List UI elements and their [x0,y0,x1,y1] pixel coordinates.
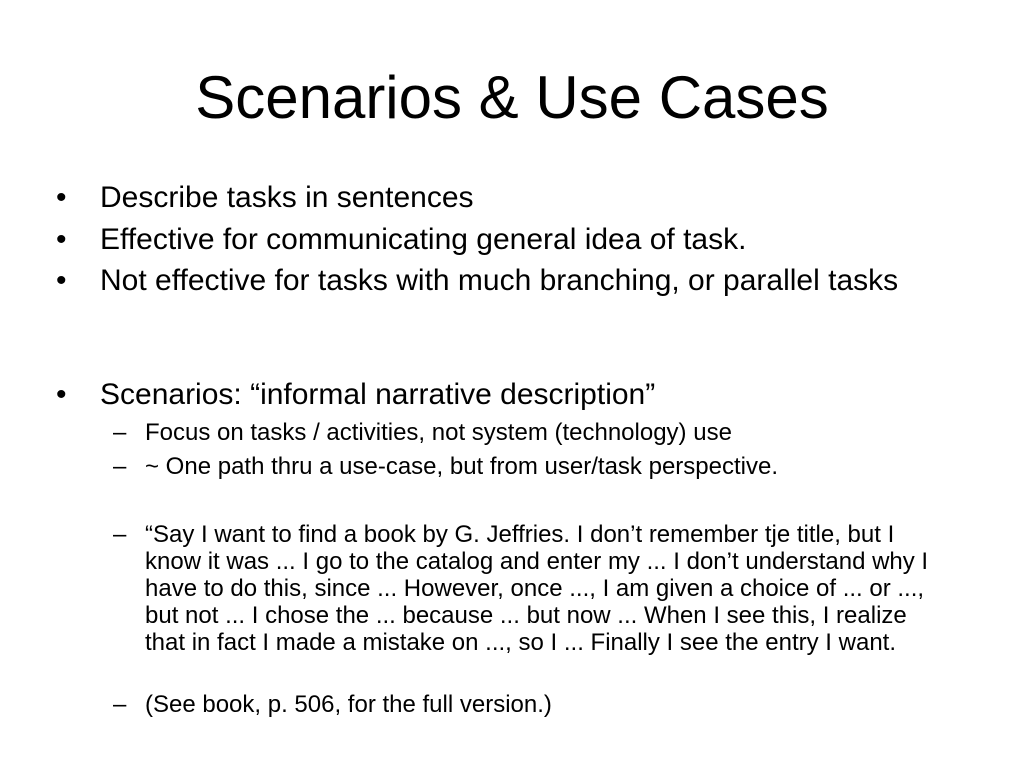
bullet-item [56,181,960,215]
sub-bullet-marker: – [113,453,127,480]
bullet-marker: • [56,223,67,256]
bullet-text: Scenarios: “informal narrative description” [100,378,656,411]
bullet-text: Not effective for tasks with much branching, or parallel tasks [100,264,899,297]
bullet-text: Describe tasks in sentences [100,181,474,214]
bullet-item [56,223,960,257]
bullet-text: Effective for communicating general idea of task. [100,223,747,256]
sub-bullet-text: “Say I want to find a book by G. Jeffries. I don’t remember tje title, but I know it was ... I go to the catalog and enter my ... I don’t understand why I have to do this, since ... However, once ..., I am given a choice of ... or ..., but not ... I chose the ... because ... but now ... When I see this, I realize that in fact I made a mistake on ..., so I ... Finally I see the entry I want. [145,521,929,656]
bullet-marker: • [56,378,67,411]
sub-bullet-item [113,419,950,446]
bullet-item [56,264,960,298]
sub-bullet-marker: – [113,521,127,548]
bullet-marker: • [56,264,67,297]
sub-bullet-text: ~ One path thru a use-case, but from user/task perspective. [145,453,778,480]
bullet-item [56,378,960,412]
sub-bullet-marker: – [113,691,127,718]
bullet-marker: • [56,181,67,214]
slide-title: Scenarios & Use Cases [195,64,829,131]
sub-bullet-text: Focus on tasks / activities, not system (technology) use [145,419,732,446]
sub-bullet-marker: – [113,419,127,446]
sub-bullet-text: (See book, p. 506, for the full version.) [145,691,552,718]
sub-bullet-item [113,521,950,656]
sub-bullet-item [113,453,950,480]
sub-bullet-item [113,691,950,718]
